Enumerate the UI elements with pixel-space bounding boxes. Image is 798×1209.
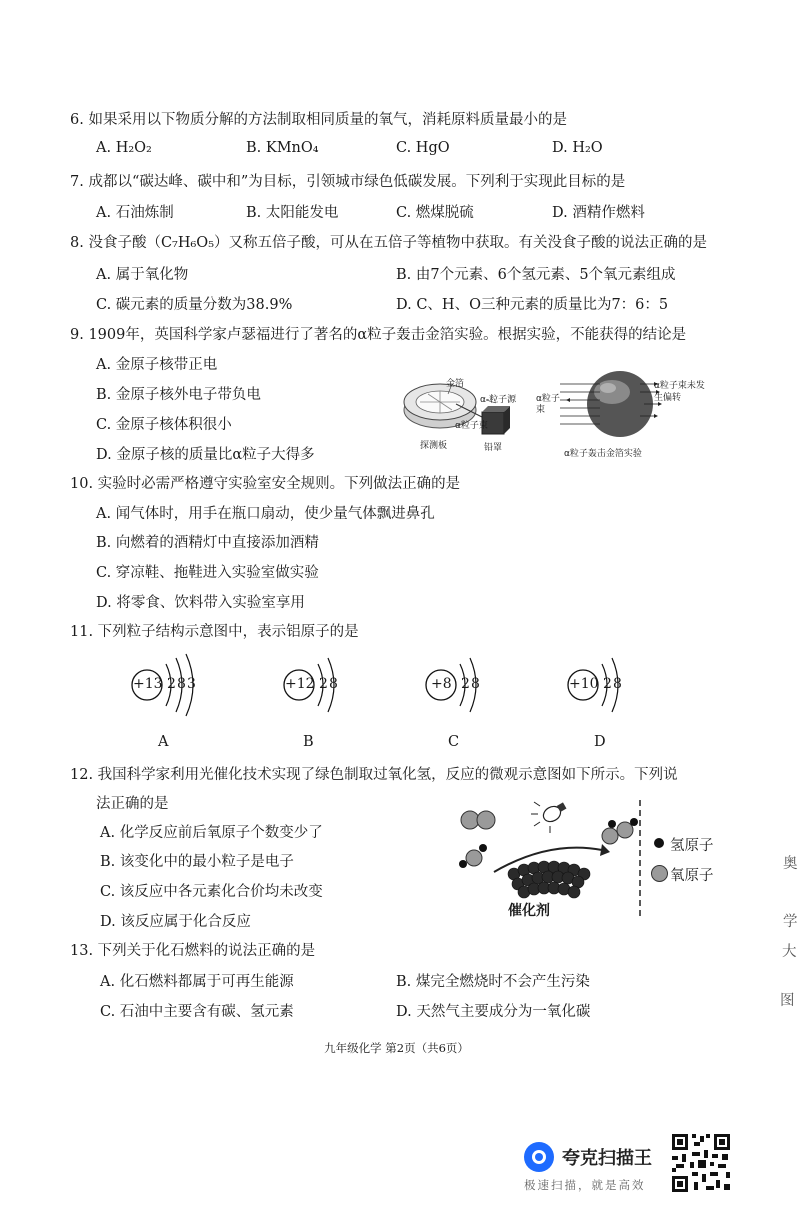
label-alpha-beam: α粒子束 [455, 421, 488, 431]
catalyst-label: 催化剂 [508, 903, 550, 919]
quark-logo-icon [524, 1142, 554, 1172]
nucleus-charge: +13 [133, 676, 163, 692]
q6-option-b: B. KMnO₄ [246, 140, 319, 156]
watermark-subtitle: 极速扫描，就是高效 [524, 1178, 646, 1192]
atom-diagram-b [282, 650, 352, 720]
label-foil: 金箔 [446, 379, 465, 389]
q7-option-d: D. 酒精作燃料 [552, 205, 645, 221]
q10-stem: 10. 实验时必需严格遵守实验室安全规则。下列做法正确的是 [70, 476, 461, 492]
q12-option-c: C. 该反应中各元素化合价均未改变 [100, 884, 323, 900]
q10-option-a: A. 闻气体时，用手在瓶口扇动，使少量气体飘进鼻孔 [96, 506, 435, 522]
q10-option-b: B. 向燃着的酒精灯中直接添加酒精 [96, 535, 319, 551]
q12-stem-line1: 12. 我国科学家利用光催化技术实现了绿色制取过氧化氢，反应的微观示意图如下所示。下列说 [70, 767, 678, 783]
q13-stem: 13. 下列关于化石燃料的说法正确的是 [70, 943, 316, 959]
shell-electrons: 2 [603, 676, 612, 692]
atom-label-d: D [594, 734, 606, 750]
q9-option-a: A. 金原子核带正电 [96, 357, 218, 373]
q12-stem-line2: 法正确的是 [96, 796, 169, 812]
atom-diagram-a [130, 650, 210, 720]
edge-fragment: 大 [782, 944, 797, 960]
q8-stem: 8. 没食子酸（C₇H₆O₅）又称五倍子酸，可从在五倍子等植物中获取。有关没食子酸的说法正确的是 [70, 235, 708, 251]
q7-option-a: A. 石油炼制 [96, 205, 174, 221]
shell-electrons: 8 [471, 676, 480, 692]
qr-code-icon [670, 1132, 732, 1194]
nucleus-charge: +12 [285, 676, 315, 692]
q12-option-d: D. 该反应属于化合反应 [100, 914, 251, 930]
label-alpha-beam-2: α粒子束 [536, 394, 560, 415]
label-lead-shield: 铅罩 [484, 443, 503, 453]
q9-option-b: B. 金原子核外电子带负电 [96, 387, 261, 403]
q7-stem: 7. 成都以“碳达峰、碳中和”为目标，引领城市绿色低碳发展。下列利于实现此目标的是 [70, 174, 626, 190]
q8-option-b: B. 由7个元素、6个氢元素、5个氧元素组成 [396, 267, 676, 283]
light-bulb-icon [531, 802, 566, 833]
shell-electrons: 2 [167, 676, 176, 692]
q6-stem: 6. 如果采用以下物质分解的方法制取相同质量的氧气，消耗原料质量最小的是 [70, 112, 567, 128]
oxygen-atom-swatch [651, 865, 668, 882]
edge-fragment: 奥 [783, 856, 798, 872]
shell-electrons: 8 [329, 676, 338, 692]
nucleus-charge: +8 [431, 676, 452, 692]
photocatalysis-diagram [454, 800, 654, 920]
q10-option-c: C. 穿凉鞋、拖鞋进入实验室做实验 [96, 565, 319, 581]
shell-electrons: 8 [613, 676, 622, 692]
q13-option-a: A. 化石燃料都属于可再生能源 [100, 974, 294, 990]
atom-diagram-c [424, 650, 494, 720]
q13-option-d: D. 天然气主要成分为一氧化碳 [396, 1004, 591, 1020]
q13-option-b: B. 煤完全燃烧时不会产生污染 [396, 974, 590, 990]
catalyst-particles [508, 861, 590, 898]
q9-option-c: C. 金原子核体积很小 [96, 417, 232, 433]
q13-option-c: C. 石油中主要含有碳、氢元素 [100, 1004, 294, 1020]
gold-atom-ball [587, 371, 653, 437]
q9-stem: 9. 1909年，英国科学家卢瑟福进行了著名的α粒子轰击金箔实验。根据实验，不能获得的结论是 [70, 327, 687, 343]
label-beam-undeflected: α粒子束未发生偏转 [654, 381, 705, 403]
q9-option-d: D. 金原子核的质量比α粒子大得多 [96, 447, 315, 463]
shell-electrons: 8 [177, 676, 186, 692]
q12-option-b: B. 该变化中的最小粒子是电子 [100, 854, 294, 870]
q8-option-c: C. 碳元素的质量分数为38.9% [96, 297, 293, 313]
edge-fragment: 学 [783, 914, 798, 930]
q8-option-a: A. 属于氧化物 [96, 267, 189, 283]
q10-option-d: D. 将零食、饮料带入实验室享用 [96, 595, 305, 611]
q7-option-b: B. 太阳能发电 [246, 205, 339, 221]
q6-option-a: A. H₂O₂ [96, 140, 152, 156]
shell-electrons: 3 [187, 676, 196, 692]
atom-label-c: C [448, 734, 460, 750]
q6-option-d: D. H₂O [552, 140, 603, 156]
shell-electrons: 2 [319, 676, 328, 692]
label-detector-plate: 探测板 [420, 441, 448, 451]
label-figure-caption: α粒子轰击金箔实验 [564, 449, 642, 459]
q11-stem: 11. 下列粒子结构示意图中，表示铝原子的是 [70, 624, 359, 640]
q8-option-d: D. C、H、O三种元素的质量比为7：6：5 [396, 297, 669, 313]
q7-option-c: C. 燃煤脱硫 [396, 205, 474, 221]
edge-fragment: 图 [780, 993, 795, 1009]
atom-label-a: A [158, 734, 169, 750]
legend-hydrogen: 氢原子 [670, 838, 714, 854]
watermark-title: 夸克扫描王 [562, 1148, 652, 1169]
nucleus-charge: +10 [569, 676, 599, 692]
q6-option-c: C. HgO [396, 140, 450, 156]
atom-diagram-d [566, 650, 636, 720]
page-footer: 九年级化学 第2页（共6页） [324, 1041, 469, 1055]
q12-option-a: A. 化学反应前后氧原子个数变少了 [100, 825, 323, 841]
atom-label-b: B [303, 734, 314, 750]
label-alpha-source: α-粒子源 [480, 395, 517, 405]
hydrogen-atom-swatch [654, 838, 664, 848]
shell-electrons: 2 [461, 676, 470, 692]
legend-oxygen: 氧原子 [670, 868, 714, 884]
